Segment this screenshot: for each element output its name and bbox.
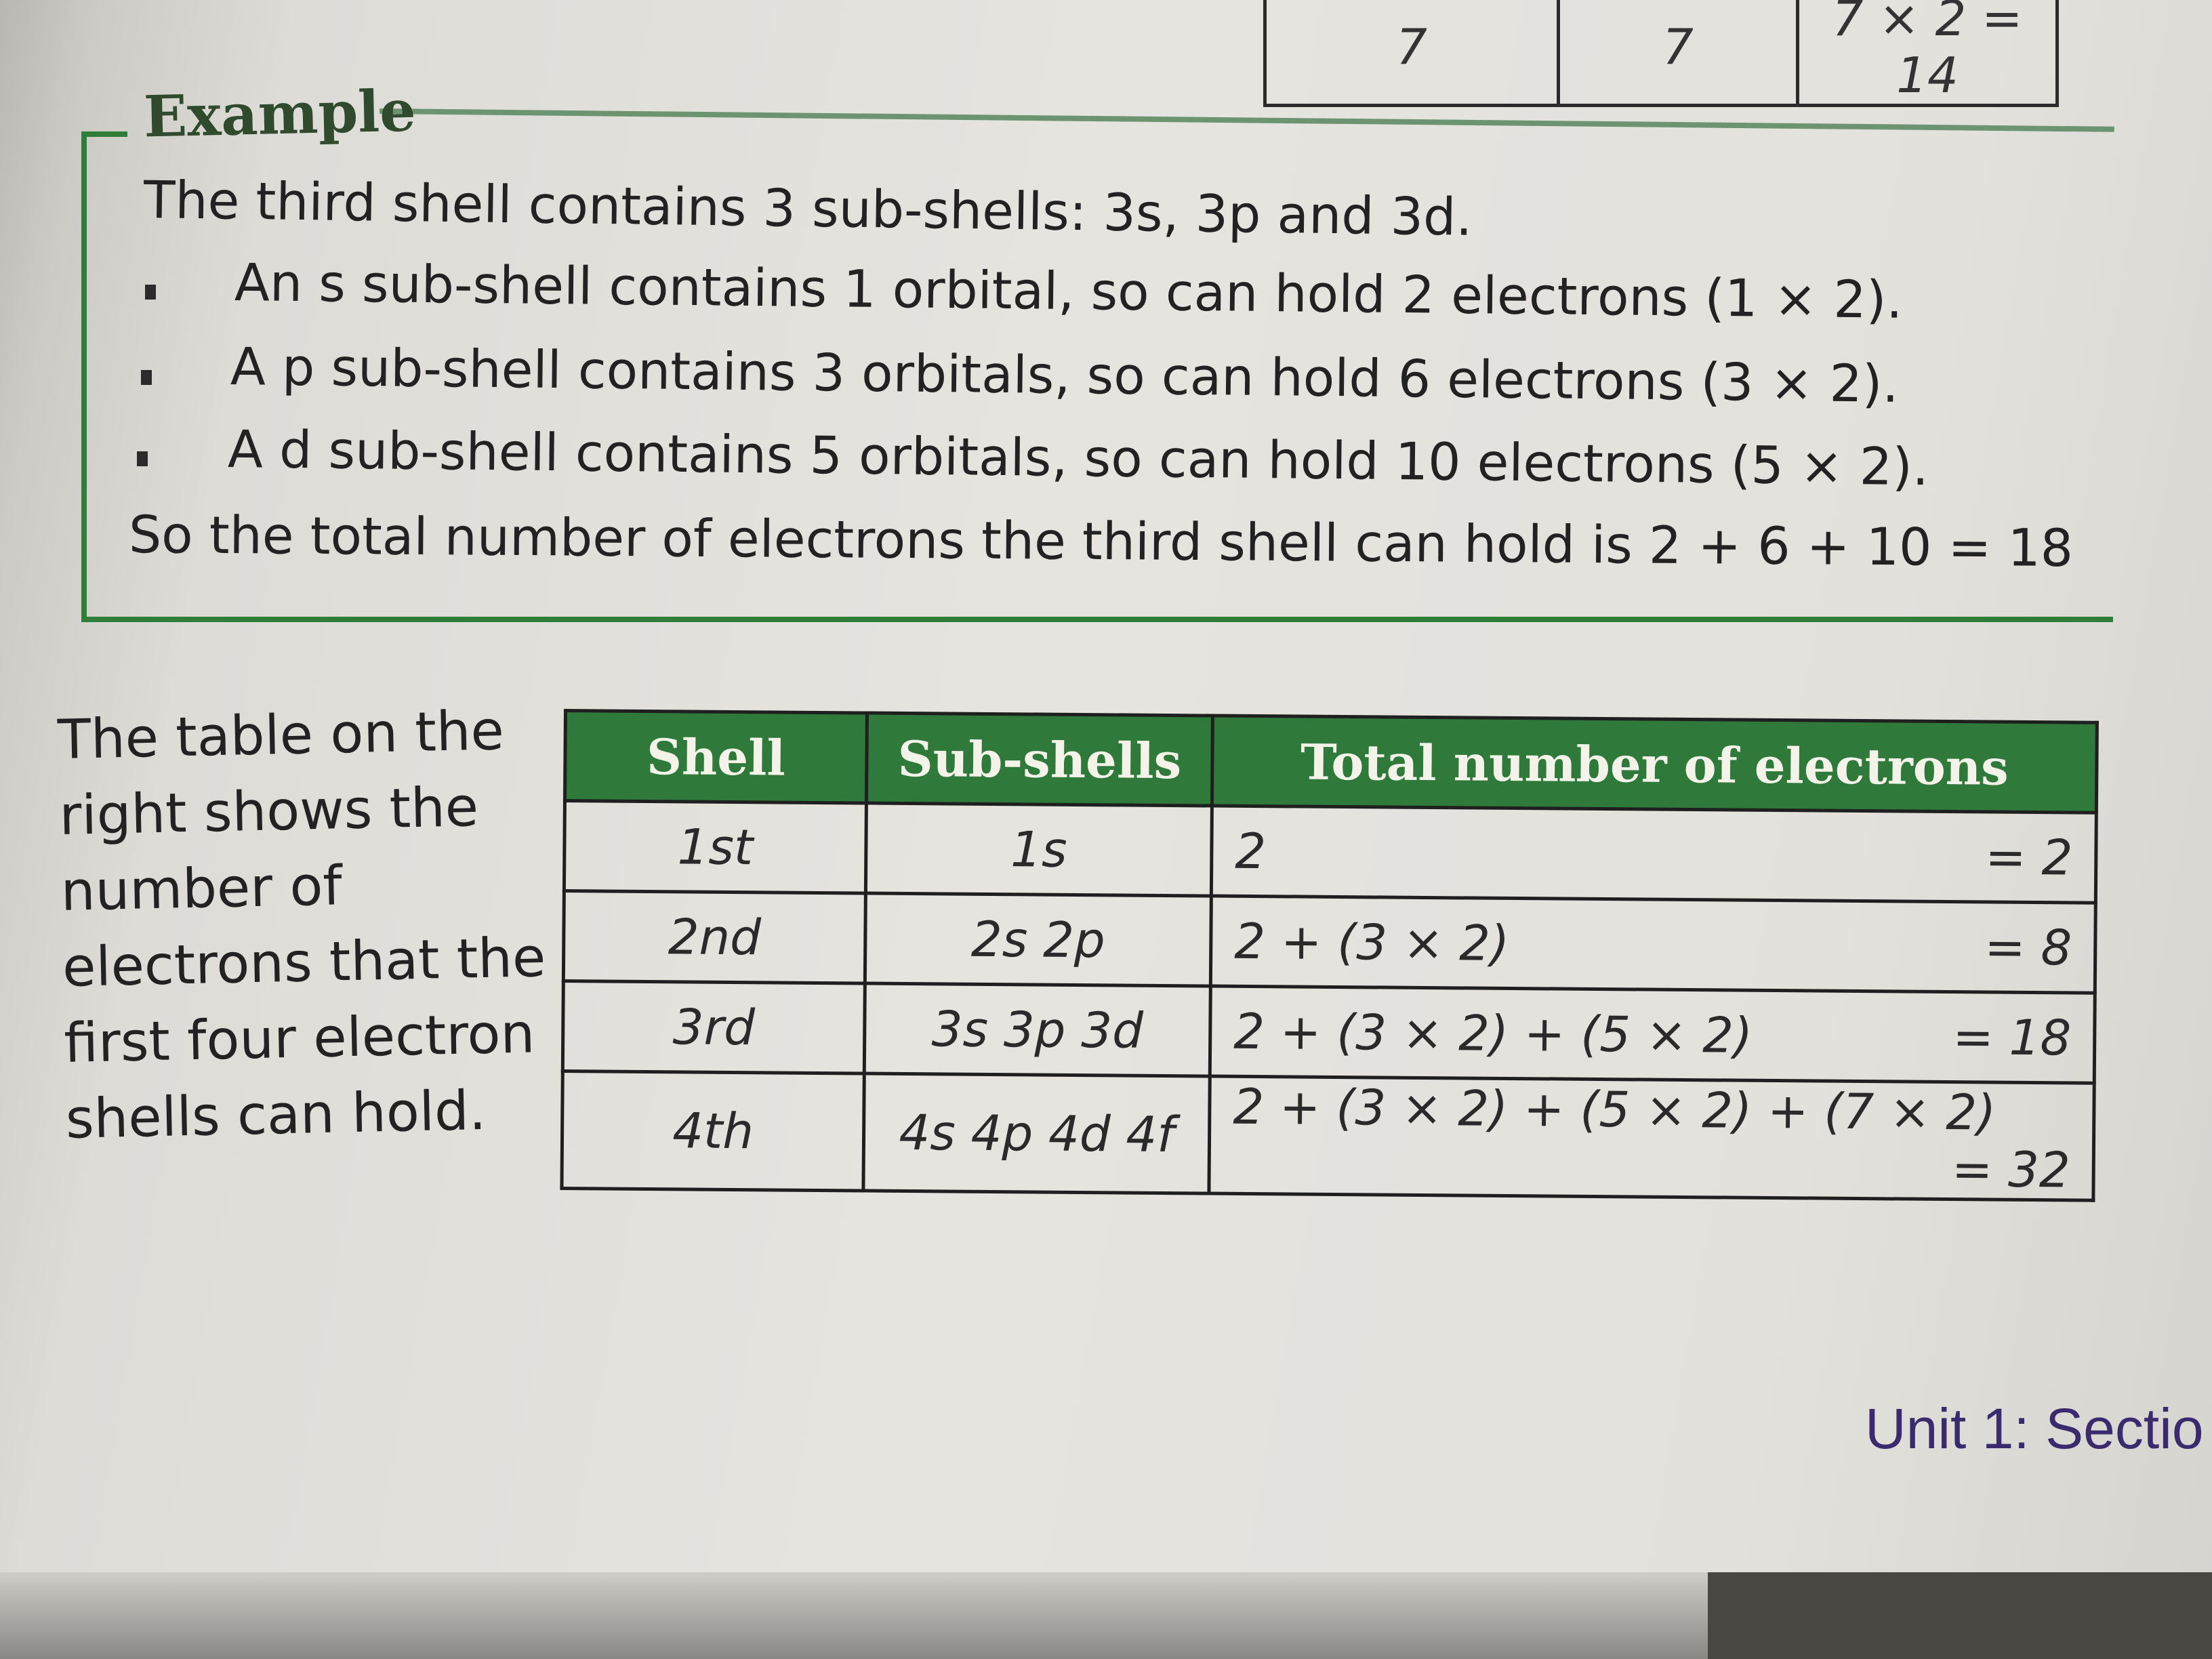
example-bullet: A d sub-shell contains 5 orbitals, so can hold 10 electrons (5 × 2).: [227, 419, 1929, 497]
total-expression: 2: [1235, 822, 1267, 880]
side-description: The table on the right shows the number of electrons that the first four electron shells can hold.: [57, 699, 547, 1151]
shell-cell: 4th: [562, 1071, 864, 1191]
table-row: [562, 1071, 2094, 1201]
table-cell: 7: [1559, 0, 1798, 106]
table-row: [1265, 0, 2057, 106]
shell-electron-table: [560, 709, 2099, 1202]
example-bullet: An s sub-shell contains 1 orbital, so can hold 2 electrons (1 × 2).: [234, 252, 1904, 330]
shell-cell: 3rd: [562, 981, 865, 1073]
total-value: = 32: [1951, 1141, 2071, 1199]
total-value: = 8: [1984, 918, 2072, 977]
shell-cell: 2nd: [563, 891, 865, 983]
total-cell: [1209, 1076, 2094, 1200]
subshells-cell: 1s: [865, 803, 1212, 896]
total-cell: [1211, 806, 2096, 903]
desk-background: [1708, 1572, 2212, 1659]
total-cell: [1210, 896, 2095, 993]
example-bullet: A p sub-shell contains 3 orbitals, so can hold 6 electrons (3 × 2).: [230, 336, 1900, 414]
column-header-shell: Shell: [565, 711, 867, 803]
total-expression: 2 + (3 × 2) + (5 × 2): [1233, 1002, 1753, 1064]
total-value: = 18: [1952, 1008, 2072, 1067]
bullet-icon: [145, 285, 156, 300]
total-value: = 2: [1984, 828, 2073, 886]
table-cell: 7 × 2 = 14: [1798, 0, 2057, 106]
table-header-row: [565, 711, 2097, 813]
example-intro: The third shell contains 3 sub-shells: 3s, 3p and 3d.: [143, 169, 1473, 247]
example-header-rule: [380, 108, 2114, 132]
example-conclusion: So the total number of electrons the third shell can hold is 2 + 6 + 10 = 18: [128, 504, 2074, 579]
subshells-cell: 4s 4p 4d 4f: [863, 1073, 1210, 1193]
table-cell: 7: [1265, 0, 1559, 106]
bullet-icon: [141, 370, 152, 385]
subshells-cell: 3s 3p 3d: [864, 983, 1210, 1076]
unit-section-footer: Unit 1: Sectio: [1865, 1397, 2204, 1460]
shell-cell: 1st: [564, 801, 866, 893]
subshells-cell: 2s 2p: [865, 893, 1211, 986]
previous-table-fragment: [1263, 0, 2059, 107]
column-header-subshells: Sub-shells: [866, 713, 1212, 806]
total-expression: 2 + (3 × 2): [1234, 912, 1510, 972]
bullet-icon: [137, 451, 148, 466]
example-title: Example: [142, 77, 417, 150]
column-header-total: Total number of electrons: [1212, 716, 2097, 813]
total-expression: 2 + (3 × 2) + (5 × 2) + (7 × 2): [1233, 1078, 1996, 1141]
table-row: [562, 981, 2095, 1084]
total-cell: [1210, 986, 2095, 1083]
table-row: [564, 801, 2096, 903]
table-row: [563, 891, 2095, 994]
